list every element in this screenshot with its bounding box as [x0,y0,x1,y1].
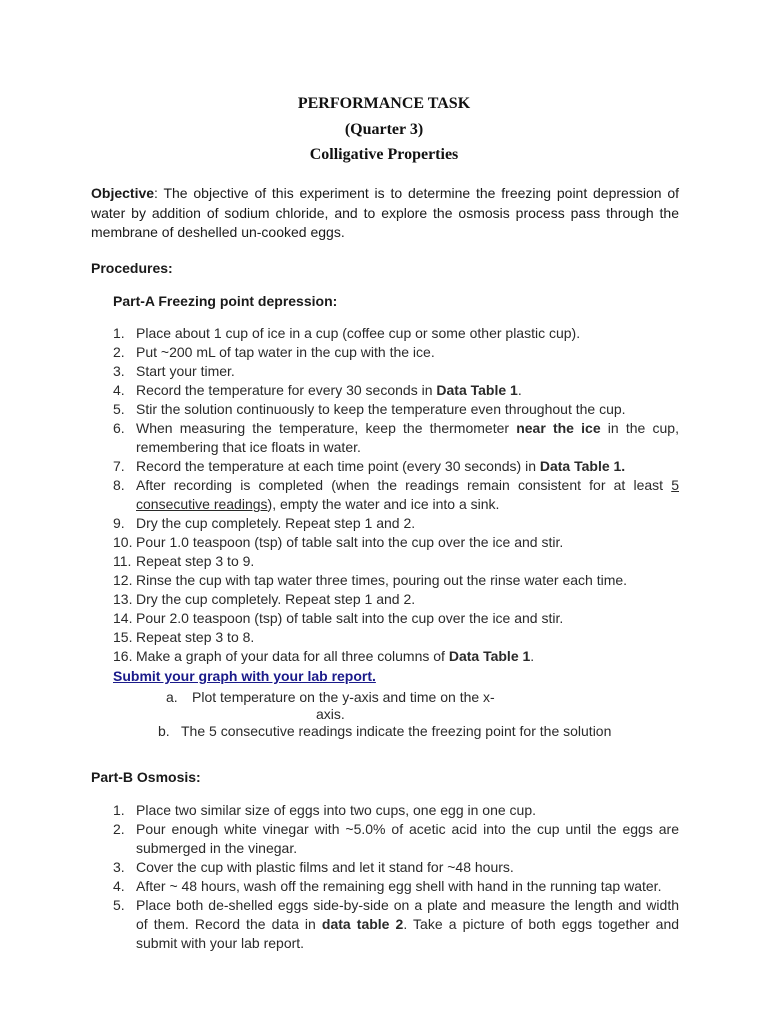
step-number: 5. [113,897,125,913]
step-bold: Data Table 1 [436,382,518,398]
list-item [113,590,679,609]
sub-item-b-label: b. [158,723,170,739]
step-text: Place two similar size of eggs into two cups, one egg in one cup. [136,802,536,818]
step-number: 14. [113,610,133,626]
part-b-steps [113,801,679,953]
list-item [113,571,679,590]
step-text-end: . [517,382,522,398]
objective-text: : The objective of this experiment is to determine the freezing point depression of water by addition of sodium chloride, and to explore the osmosis process pass through the membrane of deshelled un-cooked eggs. [91,185,679,240]
step-text: Repeat step 3 to 9. [136,553,255,569]
list-item [113,877,679,896]
step-text: Place about 1 cup of ice in a cup (coffee cup or some other plastic cup). [136,325,581,341]
step-number: 1. [113,802,125,818]
doc-subtitle-topic: Colligative Properties [309,146,459,163]
step-text: Start your timer. [136,363,235,379]
step-text: Pour enough white vinegar with ~5.0% of acetic acid into the cup until the eggs are submerged in the vinegar. [136,821,679,856]
step-number: 4. [113,878,125,894]
step-text: Record the temperature for every 30 seconds in [136,382,437,398]
step-number: 2. [113,821,125,837]
step-number: 13. [113,591,133,607]
sub-item-b-text: The 5 consecutive readings indicate the freezing point for the solution [181,723,612,739]
step-bold: Data Table 1 [448,648,531,664]
procedures-heading: Procedures: [91,260,173,276]
list-item [113,324,679,343]
doc-subtitle-quarter: (Quarter 3) [344,121,424,138]
step-number: 8. [113,477,125,493]
doc-title: PERFORMANCE TASK [297,95,471,112]
list-item [113,457,679,476]
list-item [113,514,679,533]
sub-item-a-label: a. [166,689,178,705]
step-text: Rinse the cup with tap water three times, pouring out the rinse water each time. [136,572,628,588]
list-item [113,552,679,571]
step-number: 3. [113,859,125,875]
step-number: 15. [113,629,133,645]
step-text: Place both de-shelled eggs side-by-side on a plate and measure the length and width of them. Record the data in [136,897,679,932]
list-item [113,343,679,362]
part-a-steps [113,324,679,666]
step-number: 1. [113,325,125,341]
step-text: Pour 1.0 teaspoon (tsp) of table salt into the cup over the ice and stir. [136,534,564,550]
step-number: 6. [113,420,125,436]
list-item [113,476,679,514]
step-underlined: 5 consecutive readings [136,477,679,512]
list-item [113,628,679,647]
step-text: Pour 2.0 teaspoon (tsp) of table salt into the cup over the ice and stir. [136,610,564,626]
step-number: 3. [113,363,125,379]
step-text: Record the temperature at each time point (every 30 seconds) in [136,458,540,474]
submit-graph-note: Submit your graph with your lab report. [113,668,376,684]
step-bold: data table 2 [321,916,404,932]
step-text: After ~ 48 hours, wash off the remaining egg shell with hand in the running tap water. [136,878,662,894]
step-number: 16. [113,648,133,664]
list-item [113,647,679,666]
step-text-end: . Take a picture of both eggs together and submit with your lab report. [136,916,680,951]
step-number: 7. [113,458,125,474]
step-text: After recording is completed (when the readings remain consistent for at least [136,477,672,493]
step-text: Cover the cup with plastic films and let it stand for ~48 hours. [136,859,514,875]
step-text: Stir the solution continuously to keep the temperature even throughout the cup. [136,401,626,417]
step-text: Make a graph of your data for all three columns of [136,648,449,664]
step-number: 5. [113,401,125,417]
step-text: When measuring the temperature, keep the thermometer [136,420,517,436]
step-number: 2. [113,344,125,360]
objective-paragraph [91,184,679,243]
step-text: Dry the cup completely. Repeat step 1 and 2. [136,515,416,531]
step-number: 12. [113,572,133,588]
list-item [113,533,679,552]
step-number: 4. [113,382,125,398]
list-item [113,419,679,457]
step-number: 10. [113,534,133,550]
list-item [113,820,679,858]
step-text-end: in the cup, remembering that ice floats in water. [136,420,679,455]
step-text: Put ~200 mL of tap water in the cup with the ice. [136,344,435,360]
list-item [113,609,679,628]
objective-label: Objective [91,185,155,201]
part-a-heading: Part-A Freezing point depression: [113,293,338,309]
step-bold: Data Table 1. [539,458,626,474]
list-item [113,801,679,820]
list-item [113,362,679,381]
step-bold: near the ice [516,420,601,436]
list-item [113,381,679,400]
step-text: Repeat step 3 to 8. [136,629,255,645]
step-number: 11. [113,553,132,569]
step-number: 9. [113,515,125,531]
list-item [113,400,679,419]
list-item [113,896,679,953]
step-text-end: . [530,648,535,664]
step-text-end: ), empty the water and ice into a sink. [267,496,500,512]
part-b-heading: Part-B Osmosis: [91,769,201,785]
list-item [113,858,679,877]
sub-item-a-line2: axis. [316,706,345,722]
step-text: Dry the cup completely. Repeat step 1 and 2. [136,591,416,607]
sub-item-a-line1: Plot temperature on the y-axis and time on the x- [192,689,495,705]
